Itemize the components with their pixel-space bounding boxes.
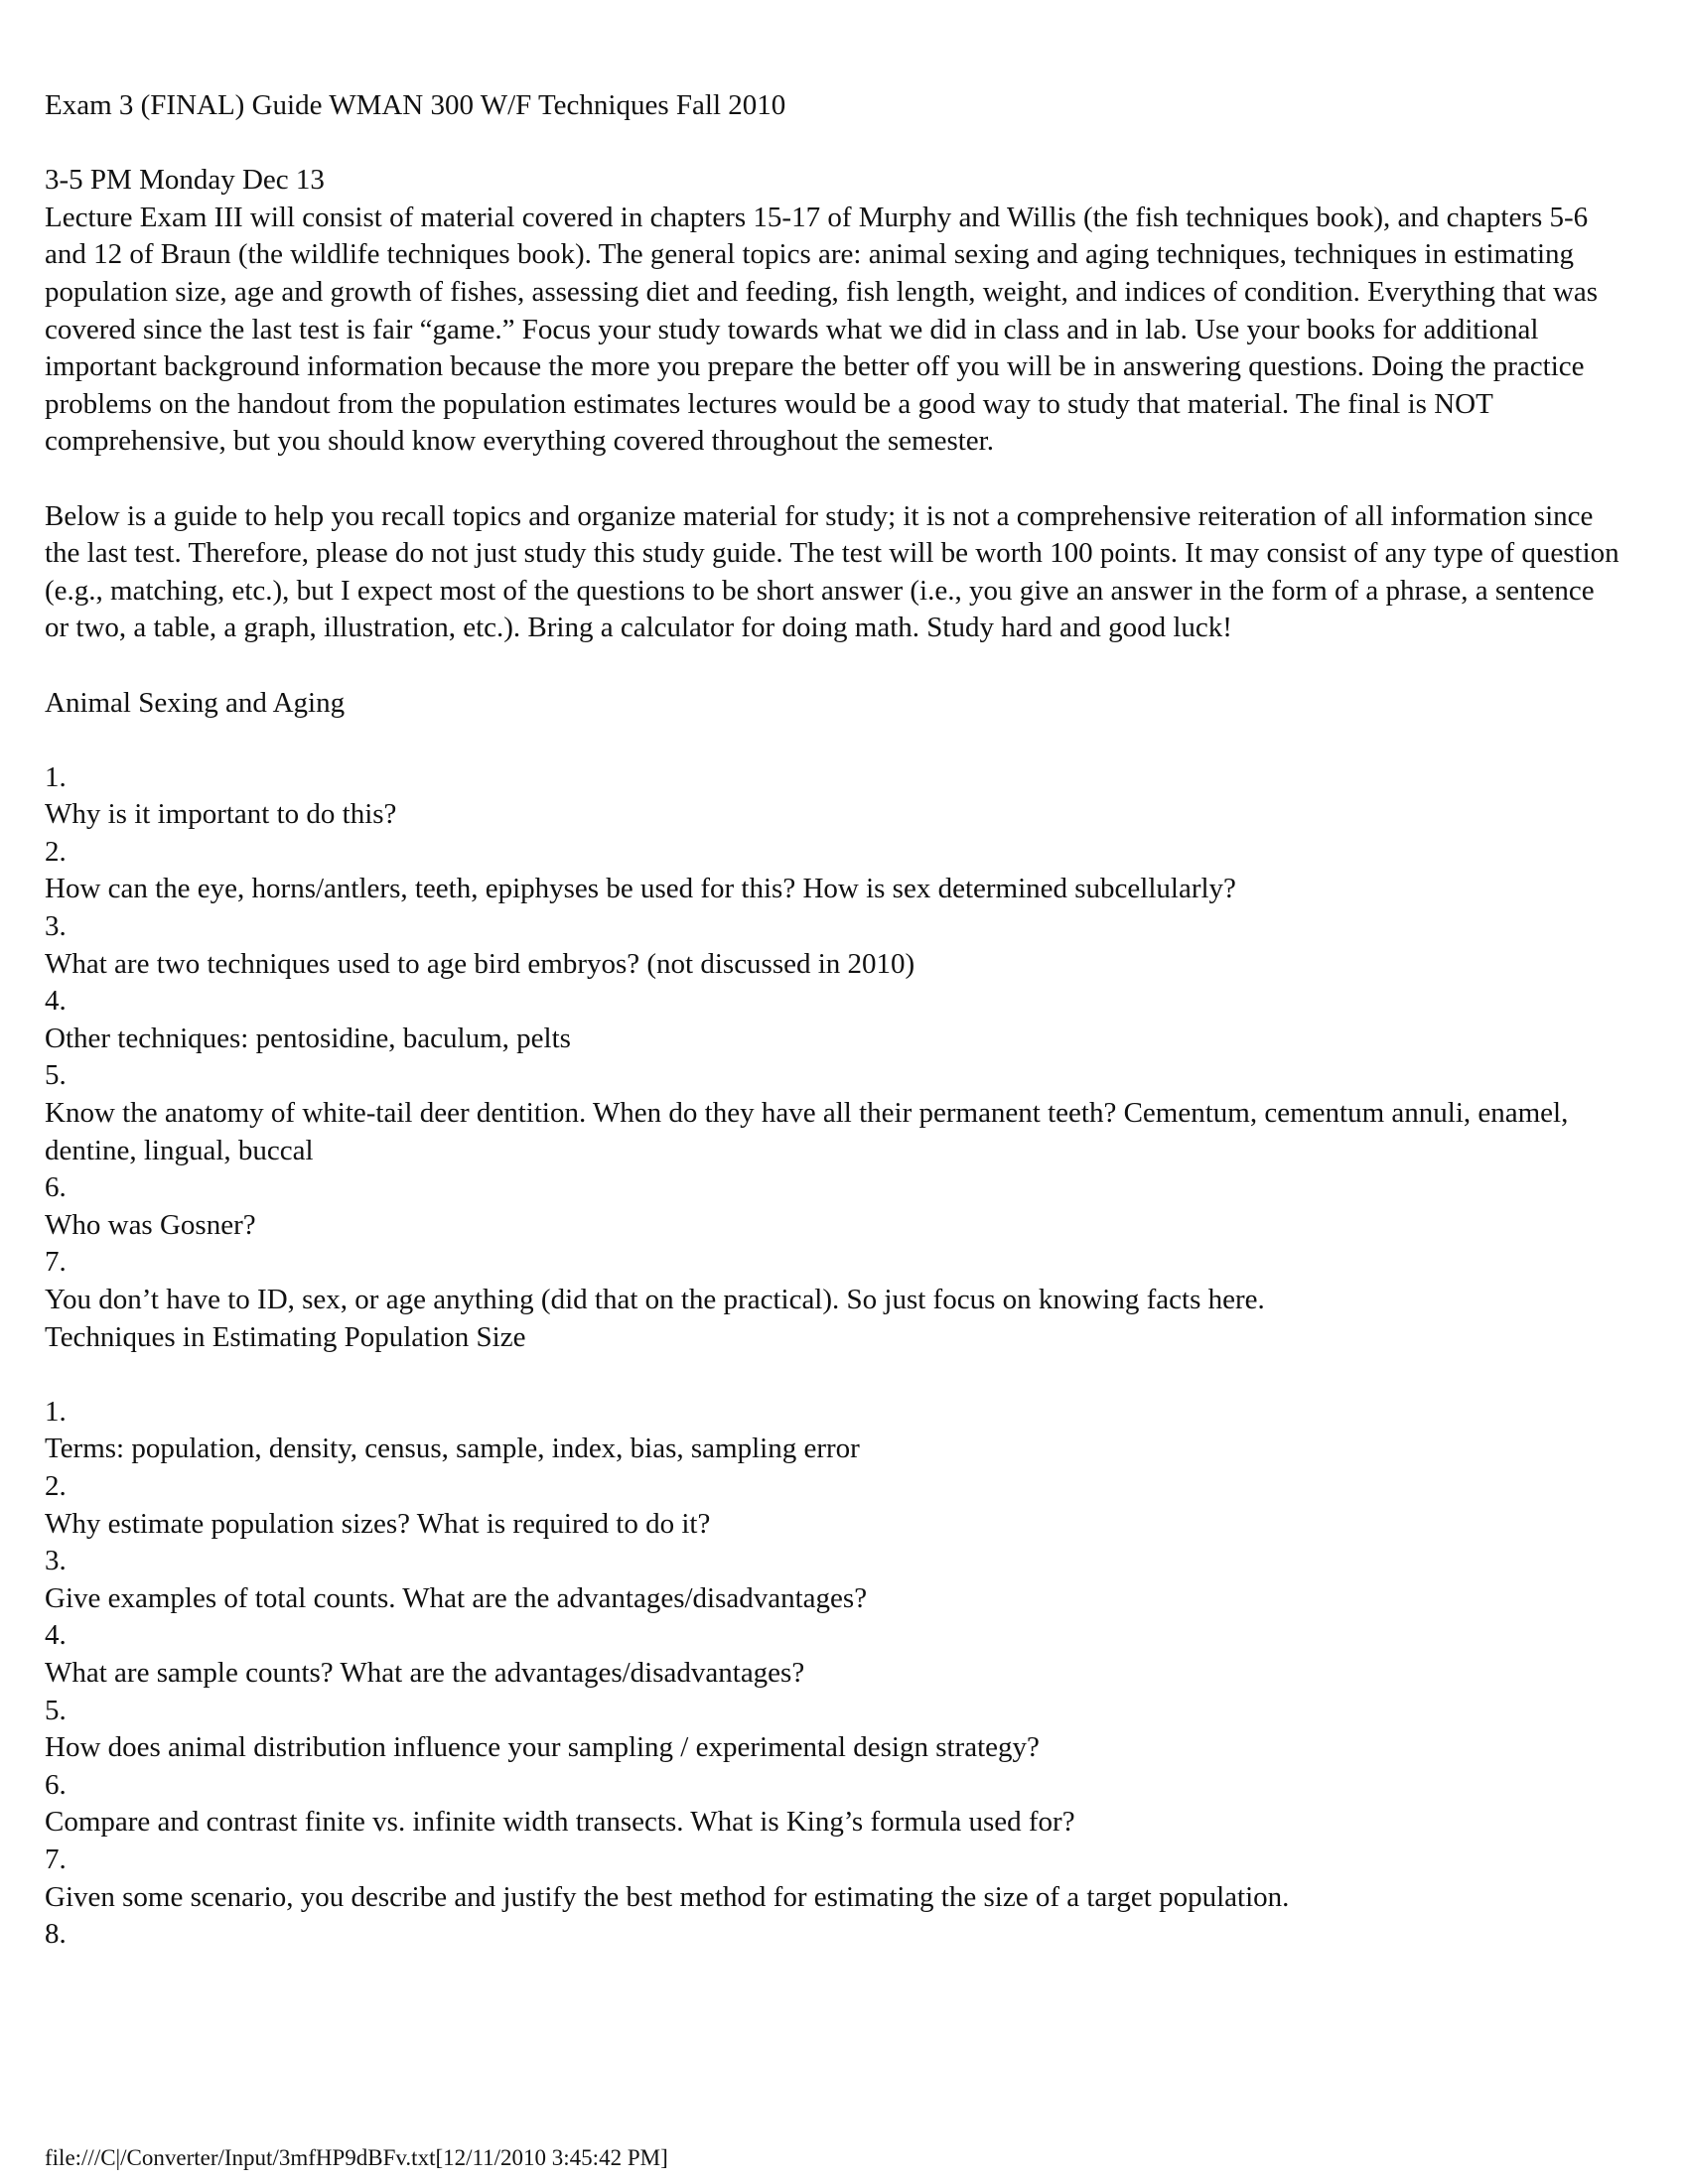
item-text: What are sample counts? What are the advantages/disadvantages? <box>45 1656 805 1689</box>
item-text: Know the anatomy of white-tail deer dentition. When do they have all their permanent teeth? Cementum, cementum annuli, enamel, dentine, lingual, buccal <box>45 1097 1569 1166</box>
document-title: Exam 3 (FINAL) Guide WMAN 300 W/F Techniques Fall 2010 <box>45 89 786 121</box>
item-number: 1. <box>45 1395 67 1428</box>
list-item <box>45 834 1623 908</box>
spacer <box>45 125 1623 163</box>
list-item <box>45 1543 1623 1617</box>
item-number: 4. <box>45 985 67 1018</box>
list-item <box>45 1244 1623 1318</box>
population-size-list <box>45 1394 1623 1954</box>
item-number: 1. <box>45 760 67 793</box>
list-item <box>45 1617 1623 1692</box>
sexing-aging-list <box>45 759 1623 1319</box>
item-text: You don’t have to ID, sex, or age anything (did that on the practical). So just focus on knowing facts here. <box>45 1284 1265 1315</box>
list-item <box>45 1057 1623 1169</box>
item-number: 2. <box>45 835 67 868</box>
item-number: 5. <box>45 1694 67 1726</box>
item-text: Who was Gosner? <box>45 1208 256 1241</box>
item-number: 5. <box>45 1059 67 1092</box>
spacer <box>45 647 1623 685</box>
item-number: 6. <box>45 1768 67 1801</box>
section-heading-sexing-aging: Animal Sexing and Aging <box>45 686 346 719</box>
spacer <box>45 461 1623 498</box>
list-item <box>45 1767 1623 1842</box>
guide-paragraph: Below is a guide to help you recall topics and organize material for study; it is not a comprehensive reiteration of all information since the last test. Therefore, please do not just study this study guide. The test will be worth 100 points. It may consist of any type of question (e.g., matching, etc.), but I expect most of the questions to be short answer (i.e., you give an answer in the form of a phrase, a sentence or two, a table, a graph, illustration, etc.). Bring a calculator for doing math. Study hard and good luck! <box>45 499 1619 644</box>
item-number: 2. <box>45 1469 67 1502</box>
item-number: 7. <box>45 1246 67 1279</box>
item-number: 3. <box>45 910 67 943</box>
intro-paragraph: Lecture Exam III will consist of material covered in chapters 15-17 of Murphy and Willis (the fish techniques book), and chapters 5-6 and 12 of Braun (the wildlife techniques book). The general topics are: animal sexing and aging techniques, techniques in estimating population size, age and growth of fishes, assessing diet and feeding, fish length, weight, and indices of condition. Everything that was covered since the last test is fair “game.” Focus your study towards what we did in class and in lab. Use your books for additional important background information because the more you prepare the better off you will be in answering questions. Doing the practice problems on the handout from the population estimates lectures would be a good way to study that material. The final is NOT comprehensive, but you should know everything covered throughout the semester. <box>45 201 1599 458</box>
list-item <box>45 908 1623 983</box>
list-item <box>45 1394 1623 1468</box>
list-item <box>45 1468 1623 1543</box>
item-text: Given some scenario, you describe and justify the best method for estimating the size of a target population. <box>45 1880 1290 1913</box>
exam-time: 3-5 PM Monday Dec 13 <box>45 164 325 197</box>
list-item <box>45 1842 1623 1916</box>
item-text: Give examples of total counts. What are the advantages/disadvantages? <box>45 1581 868 1614</box>
spacer <box>45 722 1623 759</box>
item-number: 7. <box>45 1843 67 1875</box>
list-item <box>45 1916 1623 1954</box>
item-text: What are two techniques used to age bird embryos? (not discussed in 2010) <box>45 947 915 980</box>
document-body <box>45 87 1623 1954</box>
item-text: How does animal distribution influence your sampling / experimental design strategy? <box>45 1731 1040 1764</box>
item-text: How can the eye, horns/antlers, teeth, epiphyses be used for this? How is sex determined subcellularly? <box>45 873 1236 905</box>
item-number: 3. <box>45 1545 67 1577</box>
list-item <box>45 1693 1623 1767</box>
item-number: 4. <box>45 1619 67 1652</box>
list-item <box>45 983 1623 1057</box>
section-heading-population-size: Techniques in Estimating Population Size <box>45 1320 526 1353</box>
item-number: 8. <box>45 1918 67 1951</box>
item-number: 6. <box>45 1171 67 1204</box>
spacer <box>45 1356 1623 1394</box>
item-text: Other techniques: pentosidine, baculum, pelts <box>45 1022 571 1054</box>
item-text: Terms: population, density, census, sample, index, bias, sampling error <box>45 1433 860 1465</box>
list-item <box>45 1169 1623 1244</box>
item-text: Why estimate population sizes? What is required to do it? <box>45 1507 711 1540</box>
file-path-footer: file:///C|/Converter/Input/3mfHP9dBFv.txt[12/11/2010 3:45:42 PM] <box>45 2145 668 2170</box>
list-item <box>45 759 1623 834</box>
item-text: Why is it important to do this? <box>45 798 397 831</box>
item-text: Compare and contrast finite vs. infinite width transects. What is King’s formula used for? <box>45 1806 1075 1839</box>
